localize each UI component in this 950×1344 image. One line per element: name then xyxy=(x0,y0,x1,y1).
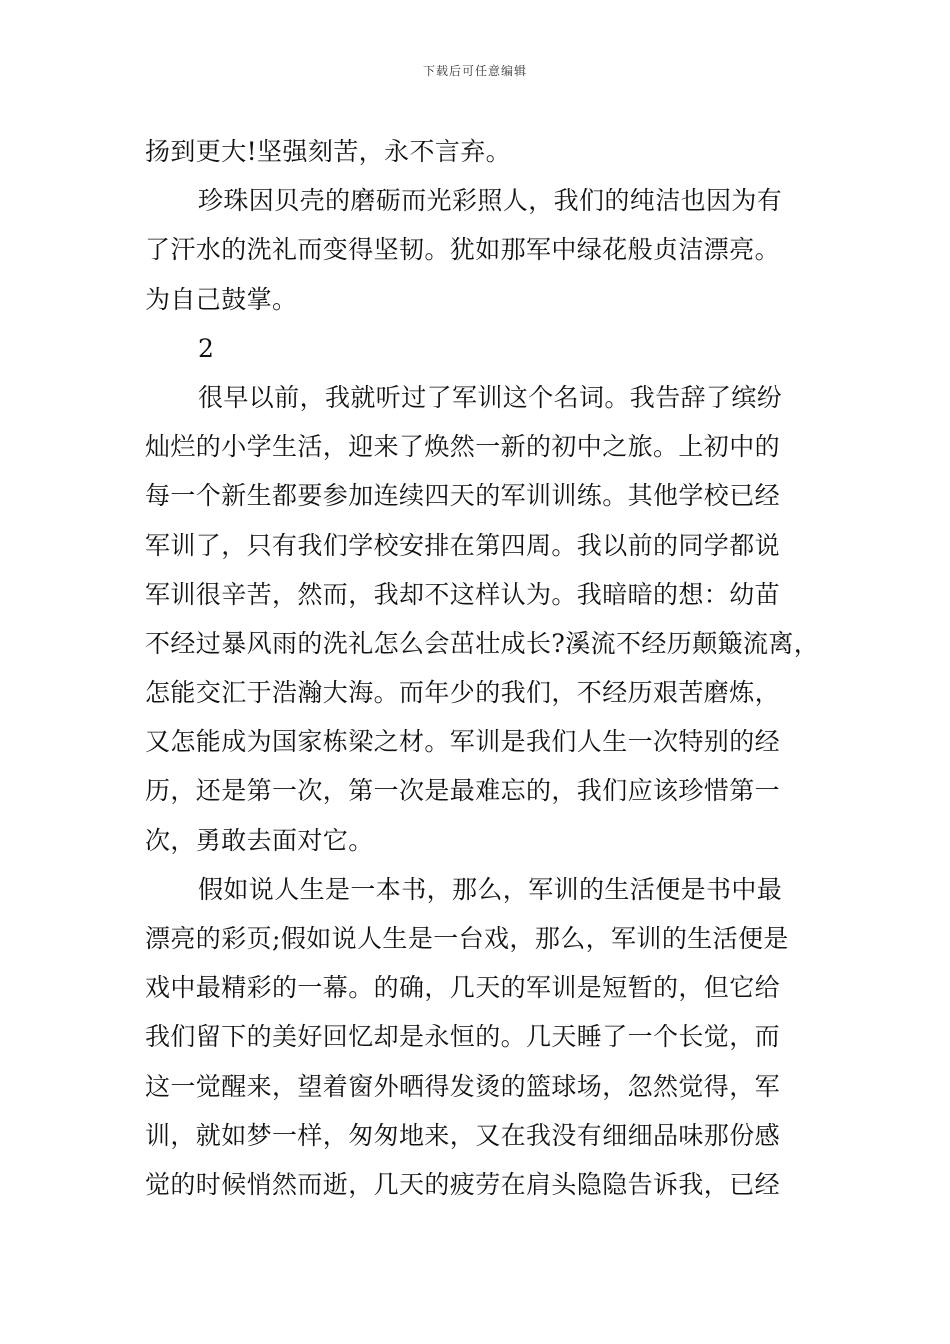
text-line: 军训了，只有我们学校安排在第四周。我以前的同学都说 xyxy=(145,530,781,560)
document-body xyxy=(145,127,820,1209)
text-line: 灿烂的小学生活，迎来了焕然一新的初中之旅。上初中的 xyxy=(145,432,781,462)
text-line: 又怎能成为国家栋梁之材。军训是我们人生一次特别的经 xyxy=(145,727,781,757)
text-line: 漂亮的彩页;假如说人生是一台戏，那么，军训的生活便是 xyxy=(145,924,789,953)
text-line: 怎能交汇于浩瀚大海。而年少的我们，不经历艰苦磨炼， xyxy=(145,678,781,708)
text-line: 我们留下的美好回忆却是永恒的。几天睡了一个长觉，而 xyxy=(145,1022,781,1052)
text-line: 了汗水的洗礼而变得坚韧。犹如那军中绿花般贞洁漂亮。 xyxy=(145,235,781,265)
text-line: 军训很辛苦，然而，我却不这样认为。我暗暗的想：幼苗 xyxy=(145,579,781,609)
text-line: 觉的时候悄然而逝，几天的疲劳在肩头隐隐告诉我，已经 xyxy=(145,1169,781,1199)
text-line: 珍珠因贝壳的磨砺而光彩照人，我们的纯洁也因为有 xyxy=(198,186,783,216)
text-line: 为自己鼓掌。 xyxy=(145,284,298,314)
text-line: 不经过暴风雨的洗礼怎么会茁壮成长?溪流不经历颠簸流离， xyxy=(145,628,820,658)
text-line: 每一个新生都要参加连续四天的军训训练。其他学校已经 xyxy=(145,481,781,511)
text-line: 戏中最精彩的一幕。的确，几天的军训是短暂的，但它给 xyxy=(145,973,781,1003)
text-line: 假如说人生是一本书，那么，军训的生活便是书中最 xyxy=(198,874,783,904)
text-line: 历，还是第一次，第一次是最难忘的，我们应该珍惜第一 xyxy=(145,776,781,806)
text-line: 这一觉醒来，望着窗外晒得发烫的篮球场，忽然觉得，军 xyxy=(145,1071,781,1101)
text-line: 很早以前，我就听过了军训这个名词。我告辞了缤纷 xyxy=(198,382,783,412)
text-line: 扬到更大!坚强刻苦，永不言弃。 xyxy=(145,137,512,166)
text-line: 2 xyxy=(198,333,215,363)
page-header: 下载后可任意编辑 xyxy=(422,64,527,78)
text-line: 次，勇敢去面对它。 xyxy=(145,825,374,855)
text-line: 训，就如梦一样，匆匆地来，又在我没有细细品味那份感 xyxy=(145,1120,781,1150)
